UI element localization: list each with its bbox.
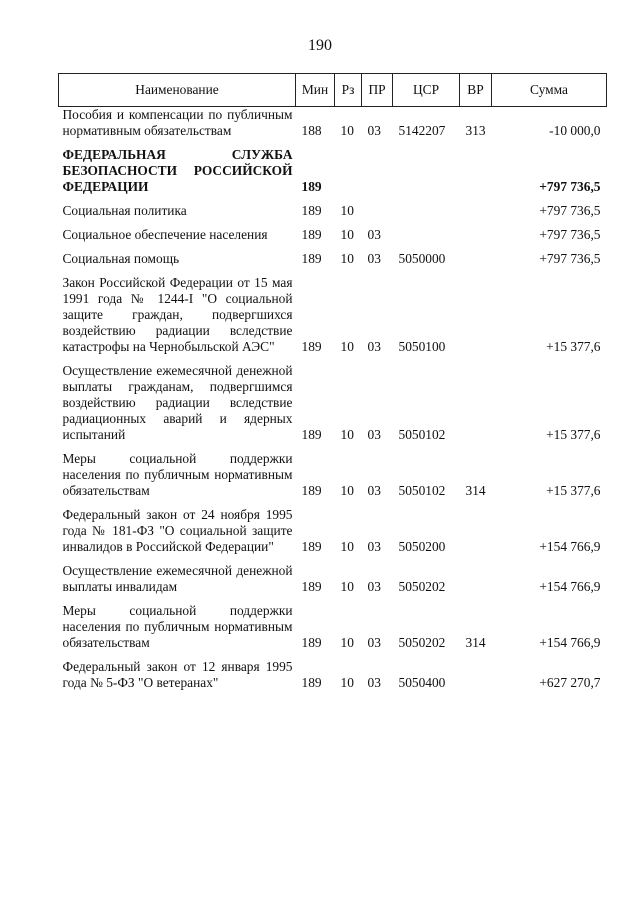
row-rz: 10 (340, 339, 354, 354)
row-min: 189 (301, 227, 322, 242)
table-row (59, 443, 607, 499)
row-csr: 5050102 (398, 483, 446, 498)
row-sum: +797 736,5 (539, 203, 601, 218)
row-csr (393, 195, 460, 219)
row-sum: +15 377,6 (546, 483, 601, 498)
row-rz: 10 (340, 251, 354, 266)
row-sum: +797 736,5 (539, 179, 601, 194)
row-rz: 10 (340, 483, 354, 498)
table-row (59, 267, 607, 355)
table-row (59, 555, 607, 595)
row-name: Пособия и компенсации по публичным нормативным обязательствам (62, 107, 293, 138)
row-vr: 313 (465, 123, 486, 138)
row-min: 189 (301, 339, 322, 354)
row-vr (460, 499, 492, 555)
row-csr: 5050100 (398, 339, 446, 354)
row-csr (393, 139, 460, 195)
row-min: 189 (301, 675, 322, 690)
row-min: 189 (301, 539, 322, 554)
row-vr (460, 195, 492, 219)
row-rz: 10 (340, 123, 354, 138)
row-min: 189 (301, 251, 322, 266)
row-sum: +797 736,5 (539, 227, 601, 242)
table-row (59, 107, 607, 140)
table-row (59, 595, 607, 651)
row-rz: 10 (340, 427, 354, 442)
row-name: Меры социальной поддержки населения по публичным нормативным обязательствам (62, 603, 293, 650)
table-header-row (59, 74, 607, 107)
page-number: 190 (308, 37, 332, 54)
header-csr: ЦСР (393, 74, 460, 107)
row-csr (393, 219, 460, 243)
header-rz: Рз (335, 74, 362, 107)
row-sum: -10 000,0 (549, 123, 601, 138)
row-vr (460, 651, 492, 691)
row-sum: +154 766,9 (539, 635, 601, 650)
table-row (59, 243, 607, 267)
row-name: Меры социальной поддержки населения по публичным нормативным обязательствам (62, 451, 293, 498)
row-vr (460, 355, 492, 443)
row-vr (460, 243, 492, 267)
row-min: 189 (301, 203, 322, 218)
row-csr: 5050202 (398, 635, 446, 650)
row-sum: +797 736,5 (539, 251, 601, 266)
row-csr: 5142207 (398, 123, 446, 138)
header-min: Мин (296, 74, 335, 107)
row-vr: 314 (465, 635, 486, 650)
row-csr: 5050102 (398, 427, 446, 442)
row-pr: 03 (367, 427, 381, 442)
row-pr (362, 195, 393, 219)
row-rz: 10 (340, 635, 354, 650)
row-sum: +15 377,6 (546, 339, 601, 354)
row-sum: +154 766,9 (539, 539, 601, 554)
row-name: Закон Российской Федерации от 15 мая 1991 года № 1244-I "О социальной защите граждан, подвергшихся воздействию радиации вследствие катастрофы на Чернобыльской АЭС" (62, 275, 293, 354)
row-rz: 10 (340, 203, 354, 218)
table-row (59, 355, 607, 443)
row-pr: 03 (367, 251, 381, 266)
header-sum: Сумма (492, 74, 607, 107)
row-pr: 03 (367, 579, 381, 594)
row-name: Федеральный закон от 12 января 1995 года № 5-ФЗ "О ветеранах" (62, 659, 293, 690)
row-min: 189 (301, 179, 322, 194)
row-min: 189 (301, 635, 322, 650)
table-row (59, 651, 607, 691)
row-pr: 03 (367, 483, 381, 498)
table-row (59, 195, 607, 219)
header-pr: ПР (362, 74, 393, 107)
header-vr: ВР (460, 74, 492, 107)
row-sum: +627 270,7 (539, 675, 601, 690)
row-name: Социальное обеспечение населения (62, 227, 268, 242)
row-rz: 10 (340, 539, 354, 554)
row-csr: 5050202 (398, 579, 446, 594)
row-name: Осуществление ежемесячной денежной выплаты инвалидам (62, 563, 293, 594)
row-pr: 03 (367, 123, 381, 138)
row-min: 188 (301, 123, 322, 138)
row-vr (460, 555, 492, 595)
table-row (59, 139, 607, 195)
row-sum: +154 766,9 (539, 579, 601, 594)
table-row (59, 219, 607, 243)
row-rz (335, 139, 362, 195)
row-vr (460, 267, 492, 355)
row-name: Социальная помощь (62, 251, 180, 266)
row-min: 189 (301, 579, 322, 594)
row-pr: 03 (367, 339, 381, 354)
row-vr (460, 219, 492, 243)
budget-table (58, 73, 607, 691)
row-min: 189 (301, 427, 322, 442)
row-csr: 5050000 (398, 251, 446, 266)
header-name: Наименование (59, 74, 296, 107)
row-pr: 03 (367, 539, 381, 554)
row-rz: 10 (340, 675, 354, 690)
row-name: Федеральный закон от 24 ноября 1995 года № 181-ФЗ "О социальной защите инвалидов в Российской Федерации" (62, 507, 293, 554)
row-name: Социальная политика (62, 203, 187, 218)
row-pr: 03 (367, 635, 381, 650)
table-row (59, 499, 607, 555)
row-name: Осуществление ежемесячной денежной выплаты гражданам, подвергшимся воздействию радиации вследствие радиационных аварий и ядерных испытаний (62, 363, 293, 442)
row-pr: 03 (367, 675, 381, 690)
row-vr (460, 139, 492, 195)
row-name: ФЕДЕРАЛЬНАЯ СЛУЖБА БЕЗОПАСНОСТИ РОССИЙСКОЙ ФЕДЕРАЦИИ (62, 147, 293, 194)
row-rz: 10 (340, 227, 354, 242)
row-rz: 10 (340, 579, 354, 594)
row-pr (362, 139, 393, 195)
row-csr: 5050200 (398, 539, 446, 554)
row-csr: 5050400 (398, 675, 446, 690)
row-min: 189 (301, 483, 322, 498)
row-sum: +15 377,6 (546, 427, 601, 442)
row-vr: 314 (465, 483, 486, 498)
row-pr: 03 (367, 227, 381, 242)
